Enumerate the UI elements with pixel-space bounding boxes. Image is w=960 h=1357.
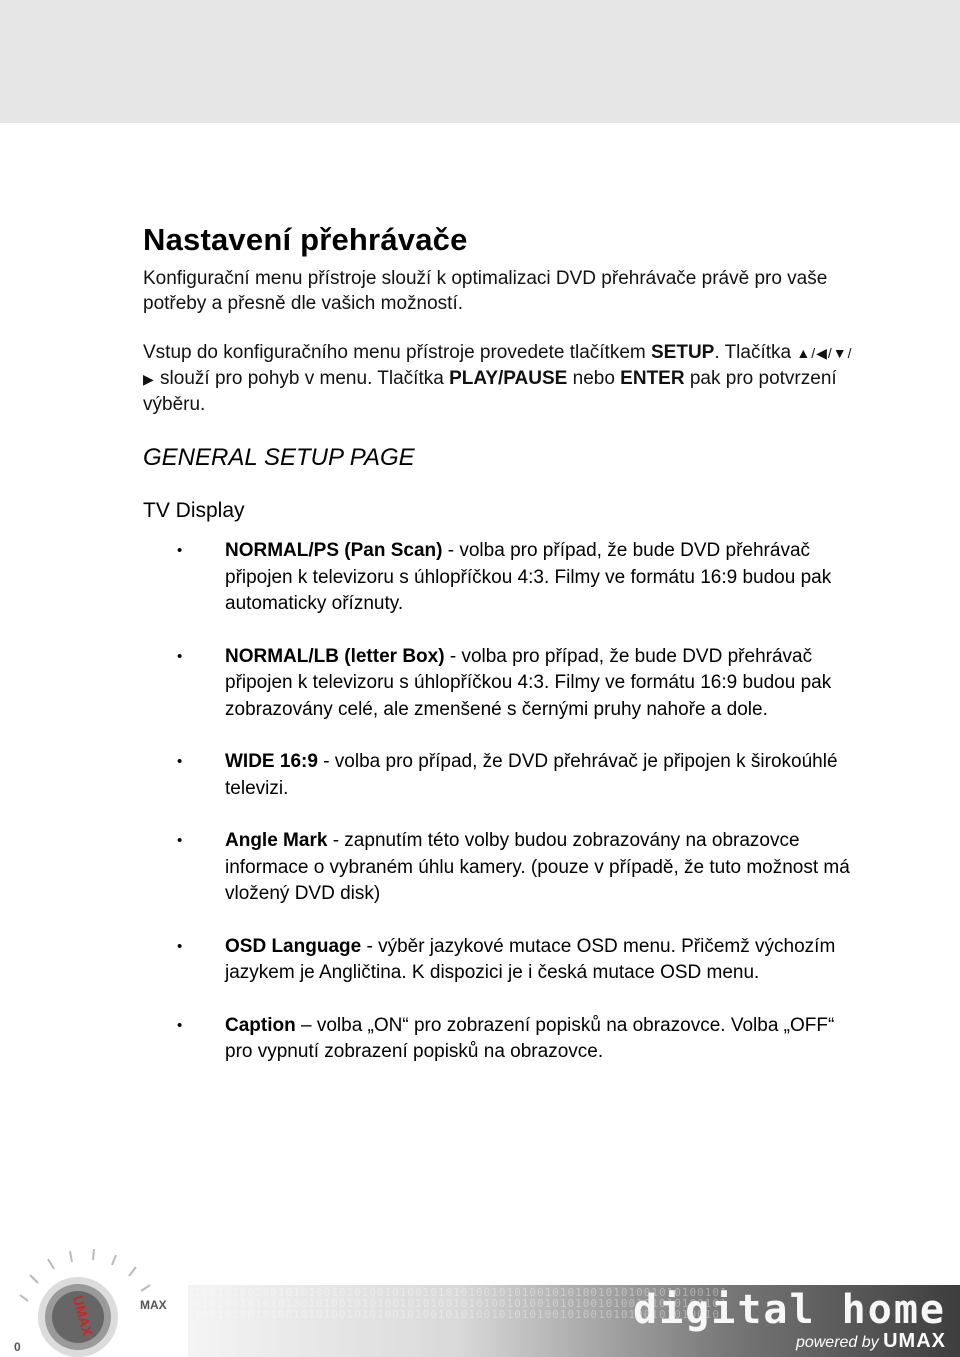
item-label: Angle Mark (225, 830, 328, 851)
setup-text: pak pro potvrzení výběru. (143, 368, 837, 415)
setup-text: Vstup do konfiguračního menu přístroje provedete tlačítkem (143, 342, 651, 363)
bullet-icon: • (177, 753, 183, 770)
item-label: OSD Language (225, 935, 362, 957)
bullet-icon: • (177, 647, 183, 665)
section-heading: GENERAL SETUP PAGE (143, 444, 415, 471)
subsection-heading: TV Display (143, 499, 245, 522)
item-label: NORMAL/LB (letter Box) (225, 645, 445, 667)
setup-paragraph (143, 340, 863, 417)
item-text: – volba „ON“ pro zobrazení popisků na obrazovce. Volba „OFF“ pro vypnutí zobrazení popisků na obrazovce. (225, 1014, 835, 1062)
page-title: Nastavení přehrávače (143, 222, 468, 257)
item-label: WIDE 16:9 (225, 751, 318, 772)
setup-text: slouží pro pohyb v menu. Tlačítka (154, 368, 450, 389)
setup-key: SETUP (651, 342, 715, 363)
digital-home-banner (188, 1285, 960, 1357)
list-item (143, 1013, 863, 1066)
bullet-icon: • (177, 832, 183, 849)
banner-title: digital home (633, 1287, 946, 1333)
intro-paragraph: Konfigurační menu přístroje slouží k optimalizaci DVD přehrávače právě pro vaše potřeby a přesně dle vašich možností. (143, 268, 828, 314)
bullet-icon: • (177, 937, 183, 955)
header-band (0, 0, 960, 123)
list-item (143, 828, 863, 908)
setup-text: nebo (567, 368, 621, 389)
bullet-icon: • (177, 1016, 183, 1034)
dial-max: MAX (140, 1298, 167, 1312)
item-text: - výběr jazykové mutace OSD menu. Přičemž výchozím jazykem je Angličtina. K dispozici je i česká mutace OSD menu. (225, 935, 836, 983)
page-content (143, 222, 863, 1066)
bullet-icon: • (177, 542, 183, 559)
item-text: - volba pro případ, že bude DVD přehrávač připojen k televizoru s úhlopříčkou 4:3. Filmy ve formátu 16:9 budou pak zobrazovány celé, ale zmenšené s černými pruhy nahoře a dole. (225, 645, 832, 720)
knob-brand: UMAX (69, 1293, 96, 1338)
list-item (143, 749, 863, 802)
setup-text: . Tlačítka (714, 342, 797, 363)
list-item (143, 538, 863, 618)
footer (0, 1235, 960, 1357)
play-pause-key: PLAY/PAUSE (449, 368, 568, 389)
powered-brand: UMAX (883, 1330, 946, 1352)
item-label: NORMAL/PS (Pan Scan) (225, 540, 443, 561)
powered-by (796, 1330, 946, 1353)
item-label: Caption (225, 1014, 296, 1036)
powered-by-text: powered by (795, 1334, 879, 1351)
binary-pattern: 1001010010010101001010100101001010101001010100101010010101001010100101 0101001010101001010010101001010100101010010100101010010100101010100101 1001010010100101010010101001010010101001010101001010010101001010100101 (194, 1286, 728, 1321)
dial-min: 0 (14, 1340, 21, 1354)
arrow-keys-icon: ▲/◀/▼/▶ (143, 345, 853, 387)
umax-knob-logo-icon (0, 1235, 190, 1357)
list-item (143, 934, 863, 987)
item-text: - volba pro případ, že bude DVD přehrávač připojen k televizoru s úhlopříčkou 4:3. Filmy ve formátu 16:9 budou pak automaticky oříznuty. (225, 540, 832, 614)
item-text: - zapnutím této volby budou zobrazovány na obrazovce informace o vybraném úhlu kamery. (pouze v případě, že tuto možnost má vložený DVD disk) (225, 830, 850, 904)
list-item (143, 644, 863, 724)
item-text: - volba pro případ, že DVD přehrávač je připojen k širokoúhlé televizi. (225, 751, 838, 799)
settings-list (143, 538, 863, 1066)
enter-key: ENTER (620, 368, 685, 389)
